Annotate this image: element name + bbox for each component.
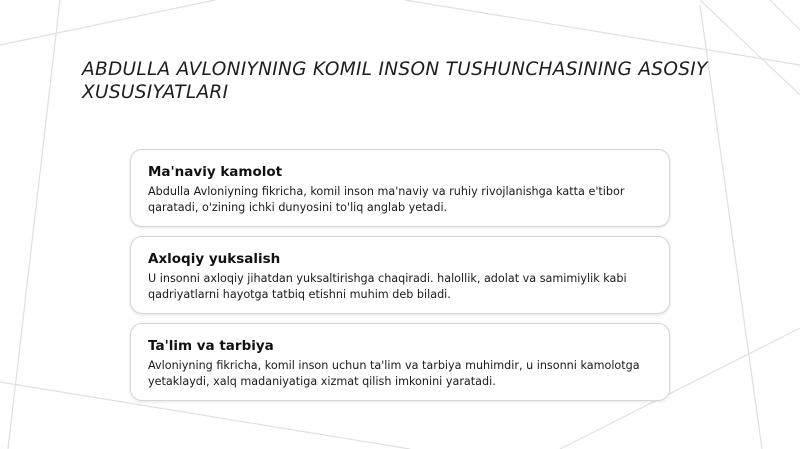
card-text: Abdulla Avloniyning fikricha, komil inson ma'naviy va ruhiy rivojlanishga katta e'tibor qaratadi, o'zining ichki dunyosini to'liq anglab yetadi. <box>148 185 625 214</box>
decor-line <box>0 0 215 45</box>
decor-line <box>770 0 800 30</box>
card-text: Avloniyning fikricha, komil inson uchun ta'lim va tarbiya muhimdir, u insonni kamolotga yetaklaydi, xalq madaniyatiga xizmat qilish imkonini yaratadi. <box>148 359 640 388</box>
card-axloqiy-yuksalish <box>130 236 670 314</box>
card-list <box>130 149 670 410</box>
card-manaviy-kamolot <box>130 149 670 227</box>
decor-line <box>405 0 800 65</box>
decor-line <box>8 0 60 449</box>
slide-title: ABDULLA AVLONIYNING KOMIL INSON TUSHUNCHASINING ASOSIY XUSUSIYATLARI <box>82 59 708 103</box>
card-heading: Axloqiy yuksalish <box>148 251 281 267</box>
card-talim-va-tarbiya <box>130 323 670 401</box>
card-heading: Ta'lim va tarbiya <box>148 338 274 354</box>
card-heading: Ma'naviy kamolot <box>148 164 283 180</box>
card-text: U insonni axloqiy jihatdan yuksaltirishga chaqiradi. halollik, adolat va samimiylik kabi qadriyatlarni hayotga tatbiq etishni muhim deb biladi. <box>148 272 627 301</box>
